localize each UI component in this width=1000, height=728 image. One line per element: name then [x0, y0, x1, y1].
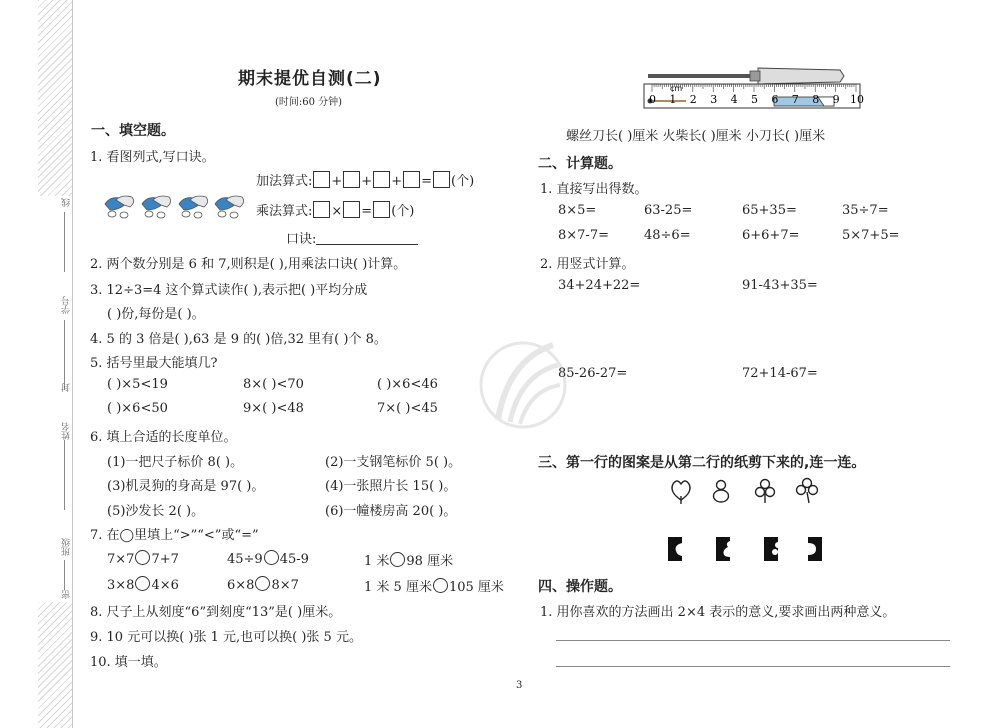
plus-sign: +: [331, 174, 343, 189]
ruler-number: 4: [730, 93, 738, 106]
margin-label-dense: 密: [62, 590, 72, 599]
folded-paper-card: [716, 537, 730, 561]
calc-item: 48÷6=: [644, 228, 691, 243]
vertical-calc-item: 91-43+35=: [742, 278, 818, 293]
margin-label-line: 线: [62, 198, 72, 207]
equals-sign: =: [361, 204, 373, 219]
ruler-number: 3: [710, 93, 718, 106]
fruit-pair-icon: [215, 196, 244, 218]
club-shape-icon: [756, 480, 775, 504]
ruler-number: 2: [689, 93, 697, 106]
q7-compare: 45÷9 45-9: [227, 552, 309, 567]
compare-circle[interactable]: [390, 552, 405, 567]
q6-item: (4)一张照片长 15( )。: [325, 479, 457, 494]
compare-circle[interactable]: [264, 550, 279, 565]
ruler-number: 9: [832, 93, 840, 106]
q5-item: 8×( )<70: [243, 377, 304, 392]
ruler-number: 6: [771, 93, 779, 106]
knife-icon: [774, 97, 834, 106]
s2-q1-text: 1. 直接写出得数。: [540, 182, 648, 197]
vertical-calc-item: 34+24+22=: [558, 278, 641, 293]
q5-item: 9×( )<48: [243, 401, 304, 416]
folded-paper-card: [764, 537, 778, 561]
binding-hatch-top: [38, 0, 72, 196]
vertical-calc-item: 72+14-67=: [742, 366, 818, 381]
q6-item: (3)机灵狗的身高是 97( )。: [107, 479, 265, 494]
s2-q2-text: 2. 用竖式计算。: [540, 257, 635, 272]
compare-circle[interactable]: [135, 550, 150, 565]
answer-box[interactable]: [313, 171, 330, 188]
s4-q1-text: 1. 用你喜欢的方法画出 2×4 表示的意义,要求画出两种意义。: [540, 605, 896, 620]
binding-line-2: [64, 320, 65, 390]
q6-item: (5)沙发长 2( )。: [107, 504, 205, 519]
q5-item: ( )×6<46: [377, 377, 438, 392]
q5-item: ( )×6<50: [107, 401, 168, 416]
koujue-label: 口诀:: [286, 232, 317, 247]
q9-text: 9. 10 元可以换( )张 1 元,也可以换( )张 5 元。: [90, 630, 362, 645]
times-sign: ×: [331, 204, 343, 219]
koujue-answer-line[interactable]: [316, 232, 418, 245]
plus-sign: +: [361, 174, 373, 189]
compare-circle[interactable]: [433, 578, 448, 593]
fruit-pair-icon: [142, 196, 171, 218]
pattern-shapes-row: [665, 476, 825, 506]
section1-heading: 一、填空题。: [91, 123, 175, 139]
q6-item: (2)一支钢笔标价 5( )。: [325, 455, 462, 470]
answer-box[interactable]: [433, 171, 450, 188]
q7-text: 7. 在◯里填上“>”“<”或“=”: [90, 528, 259, 543]
calc-item: 5×7+5=: [842, 228, 900, 243]
clover-shape-icon: [797, 479, 818, 504]
q1-multiplication-row: [256, 200, 414, 219]
ruler-number: 7: [791, 93, 799, 106]
q1-addition-row: [256, 170, 474, 189]
folded-paper-card: [668, 537, 682, 561]
compare-circle[interactable]: [255, 576, 270, 591]
ruler-answer-line: 螺丝刀长( )厘米 火柴长( )厘米 小刀长( )厘米: [566, 129, 826, 144]
compare-circle[interactable]: [135, 576, 150, 591]
q5-item: ( )×5<19: [107, 377, 168, 392]
plus-sign: +: [391, 174, 403, 189]
add-label: 加法算式:: [256, 174, 313, 189]
binding-border: [72, 0, 73, 728]
answer-box[interactable]: [343, 201, 360, 218]
spade-shape-icon: [672, 481, 690, 504]
q6-text: 6. 填上合适的长度单位。: [90, 430, 237, 445]
section3-heading: 三、第一行的图案是从第二行的纸剪下来的,连一连。: [538, 455, 866, 471]
fruit-pair-icon: [179, 196, 208, 218]
answer-line[interactable]: [556, 666, 950, 667]
page-subtitle: (时间:60 分钟): [275, 97, 343, 108]
binding-line-4: [64, 560, 65, 590]
q7-compare: 6×8 8×7: [227, 578, 299, 593]
q7-compare: 3×8 4×6: [107, 578, 179, 593]
unit-label: (个): [451, 174, 475, 189]
q6-item: (1)一把尺子标价 8( )。: [107, 455, 244, 470]
page-title: 期末提优自测(二): [238, 69, 382, 89]
calc-item: 6+6+7=: [742, 228, 800, 243]
binding-hatch-bottom: [38, 602, 72, 728]
section2-heading: 二、计算题。: [538, 156, 622, 172]
gourd-shape-icon: [714, 481, 729, 503]
ruler-number: 0: [649, 93, 656, 106]
q4-text: 4. 5 的 3 倍是( ),63 是 9 的( )倍,32 里有( )个 8。: [90, 332, 387, 347]
calc-item: 8×5=: [558, 203, 597, 218]
q7-compare: 7×7 7+7: [107, 552, 179, 567]
mul-label: 乘法算式:: [256, 204, 313, 219]
calc-item: 8×7-7=: [558, 228, 609, 243]
watermark-logo: [468, 330, 578, 460]
screwdriver-icon: [648, 68, 844, 84]
ruler-unit-label: cm: [670, 84, 683, 93]
q8-text: 8. 尺子上从刻度“6”到刻度“13”是( )厘米。: [90, 605, 342, 620]
ruler-number: 1: [669, 93, 677, 106]
calc-item: 35÷7=: [842, 203, 889, 218]
section4-heading: 四、操作题。: [538, 579, 622, 595]
unit-label: (个): [391, 204, 415, 219]
q1-text: 1. 看图列式,写口诀。: [90, 150, 215, 165]
answer-box[interactable]: [373, 171, 390, 188]
ruler-number: 5: [751, 93, 758, 106]
q1-koujue-row: [286, 228, 418, 247]
vertical-calc-item: 85-26-27=: [558, 366, 628, 381]
binding-line-1: [64, 212, 65, 272]
ruler-number: 8: [812, 93, 820, 106]
binding-line-3: [64, 440, 65, 510]
equals-sign: =: [421, 174, 433, 189]
q10-text: 10. 填一填。: [90, 655, 167, 670]
q3-text-line1: 3. 12÷3=4 这个算式读作( ),表示把( )平均分成: [90, 283, 368, 298]
margin-label-seal: 封: [62, 383, 72, 392]
answer-box[interactable]: [373, 201, 390, 218]
q7-compare: 1 米 5 厘米 105 厘米: [364, 580, 504, 595]
calc-item: 63-25=: [644, 203, 693, 218]
answer-box[interactable]: [313, 201, 330, 218]
q3-text-line2: ( )份,每份是( )。: [107, 307, 205, 322]
q6-item: (6)一幢楼房高 20( )。: [325, 504, 457, 519]
answer-box[interactable]: [343, 171, 360, 188]
ruler-figure: [640, 60, 870, 112]
q7-compare: 1 米 98 厘米: [364, 554, 454, 569]
folded-paper-card: [808, 537, 822, 561]
answer-line[interactable]: [556, 640, 950, 641]
calc-item: 65+35=: [742, 203, 797, 218]
margin-label-class: 班级: [62, 538, 72, 556]
q5-item: 7×( )<45: [377, 401, 438, 416]
q5-text: 5. 括号里最大能填几?: [90, 356, 218, 371]
page-number: 3: [516, 680, 523, 691]
margin-label-name: 姓名: [62, 422, 72, 440]
ruler-number: 10: [850, 93, 864, 106]
q2-text: 2. 两个数分别是 6 和 7,则积是( ),用乘法口诀( )计算。: [90, 257, 407, 272]
margin-label-student-no: 学号: [62, 296, 72, 314]
answer-box[interactable]: [403, 171, 420, 188]
q1-picture: [102, 192, 252, 224]
fruit-pair-icon: [105, 196, 134, 218]
